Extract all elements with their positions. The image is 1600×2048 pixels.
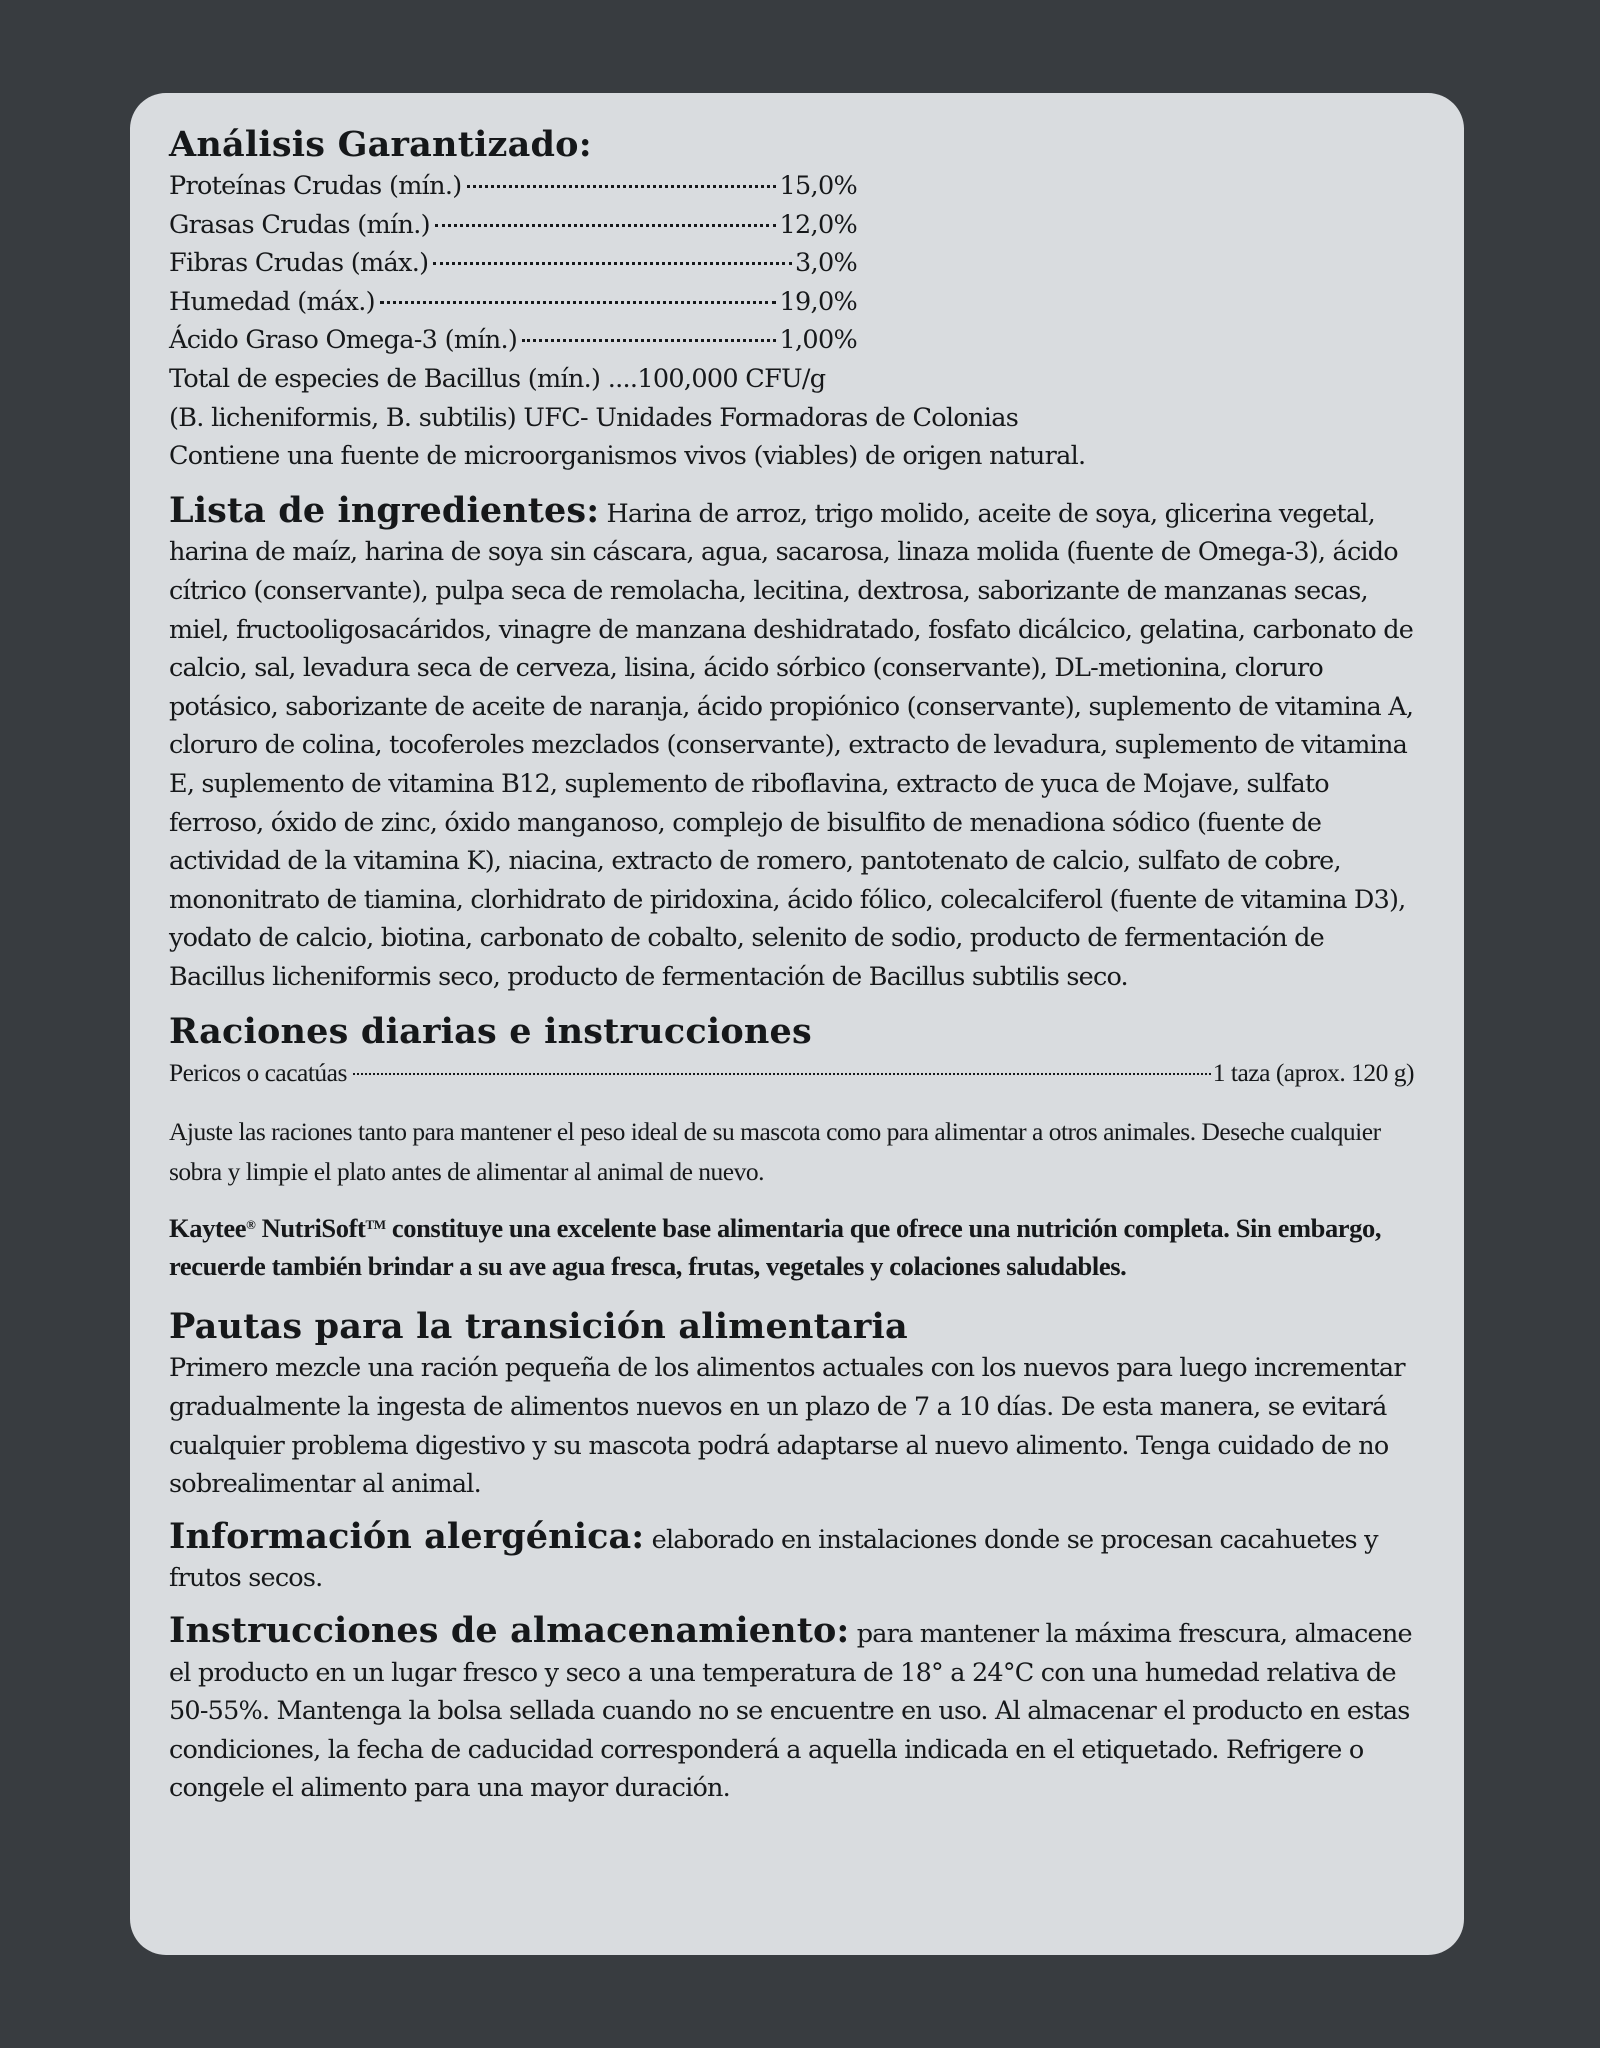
analysis-row-name: Humedad (máx.) [169,286,375,317]
dot-leader [433,262,792,265]
storage-text: para mantener la máxima frescura, almacene el producto en un lugar fresco y seco a una temperatura de 18° a 24°C con una humedad relativa de 50-55%. Mantenga la bolsa sellada cuando no se encuentre en uso. Al almacenar el producto en estas condiciones, la fecha de caducidad corresponderá a aquella indicada en el etiquetado. Refrigere o congele el alimento para una mayor duración. [169,1619,1412,1804]
dot-leader [435,224,777,227]
analysis-row-value: 3,0% [795,248,857,279]
dot-leader [522,339,776,342]
analysis-row [169,167,857,206]
feeding-adjust-text: Ajuste las raciones tanto para mantener el peso ideal de su mascota como para alimentar a otros animales. Deseche cualquier sobra y limpie el plato antes de alimentar al animal de nuevo. [169,1117,1381,1187]
allergen-title: Información alergénica: [169,1515,645,1557]
brand-name: Kaytee [169,1213,247,1244]
feeding-title: Raciones diarias e instrucciones [169,1011,812,1053]
analysis-row-value: 19,0% [779,286,857,317]
storage-title: Instrucciones de almacenamiento: [169,1610,850,1652]
registered-mark: ® [246,1217,256,1233]
transition-title: Pautas para la transición alimentaria [169,1306,908,1348]
dot-leader [353,1073,1211,1075]
live-organisms-note: Contiene una fuente de microorganismos vivos (viables) de origen natural. [169,441,1086,472]
dot-leader [467,185,777,188]
product-name: NutriSoft [261,1213,366,1244]
analysis-row [169,283,857,322]
analysis-row-name: Proteínas Crudas (mín.) [169,171,462,201]
feeding-row [169,1054,1414,1092]
nutrisoft-text: constituye una excelente base alimentaria que ofrece una nutrición completa. Sin embargo, recuerde también brindar a su ave agua fresca, frutas, vegetales y colaciones saludables. [169,1213,1382,1282]
analysis-row [169,321,857,360]
nutrition-label-panel [130,93,1464,1955]
nutrisoft-statement [169,1206,1414,1285]
analysis-row-name: Ácido Graso Omega-3 (mín.) [169,325,518,356]
ingredients-paragraph [169,489,1414,997]
ingredients-title: Lista de ingredientes: [169,489,600,531]
trademark-mark: TM [365,1217,386,1233]
analysis-row [169,244,857,283]
allergen-text: elaborado en instalaciones donde se procesan cacahuetes y frutos secos. [169,1524,1378,1594]
analysis-row-value: 15,0% [779,171,857,201]
bacillus-note: (B. licheniformis, B. subtilis) UFC- Unidades Formadoras de Colonias [169,402,1019,433]
analysis-title: Análisis Garantizado: [169,124,592,165]
analysis-row-value: 12,0% [779,209,857,240]
analysis-row-value: 1,00% [779,325,857,356]
analysis-row-name: Grasas Crudas (mín.) [169,209,430,240]
analysis-row [169,206,857,245]
storage-paragraph [169,1612,1414,1808]
analysis-row-name: Fibras Crudas (máx.) [169,248,429,279]
allergen-paragraph [169,1515,1414,1598]
feeding-row-value: 1 taza (aprox. 120 g) [1212,1058,1414,1088]
dot-leader [380,301,777,304]
transition-text: Primero mezcle una ración pequeña de los alimentos actuales con los nuevos para luego incrementar gradualmente la ingesta de alimentos nuevos en un plazo de 7 a 10 días. De esta manera, se evitará cualquier problema digestivo y su mascota podrá adaptarse al nuevo alimento. Tenga cuidado de no sobrealimentar al animal. [169,1353,1405,1500]
feeding-row-name: Pericos o cacatúas [169,1058,347,1088]
ingredients-text: Harina de arroz, trigo molido, aceite de soya, glicerina vegetal, harina de maíz, harina de soya sin cáscara, agua, sacarosa, linaza molida (fuente de Omega-3), ácido cítrico (conservante), pulpa seca de remolacha, lecitina, dextrosa, saborizante de manzanas secas, miel, fructooligosacáridos, vinagre de manzana deshidratado, fosfato dicálcico, gelatina, carbonato de calcio, sal, levadura seca de cerveza, lisina, ácido sórbico (conservante), DL-metionina, cloruro potásico, saborizante de aceite de naranja, ácido propiónico (conservante), suplemento de vitamina A, cloruro de colina, tocoferoles mezclados (conservante), extracto de levadura, suplemento de vitamina E, suplemento de vitamina B12, suplemento de riboflavina, extracto de yuca de Mojave, sulfato ferroso, óxido de zinc, óxido manganoso, complejo de bisulfito de menadiona sódico (fuente de actividad de la vitamina K), niacina, extracto de romero, pantotenato de calcio, sulfato de cobre, mononitrato de tiamina, clorhidrato de piridoxina, ácido fólico, colecalciferol (fuente de vitamina D3), yodato de calcio, biotina, carbonato de cobalto, selenito de sodio, producto de fermentación de Bacillus licheniformis seco, producto de fermentación de Bacillus subtilis seco. [169,498,1414,992]
bacillus-line: Total de especies de Bacillus (mín.) ....100,000 CFU/g [169,363,826,394]
